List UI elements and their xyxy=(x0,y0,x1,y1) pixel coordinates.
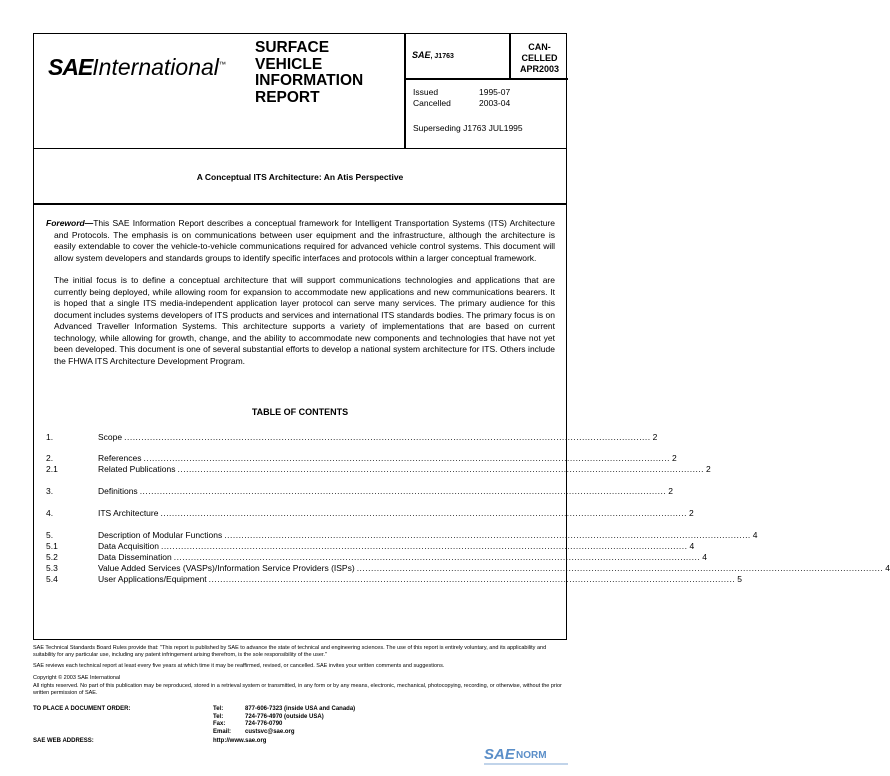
tel-label: Tel: xyxy=(213,713,224,720)
email-link[interactable]: custsvc@sae.org xyxy=(245,728,295,735)
status-badge xyxy=(511,42,568,75)
web-link[interactable]: http://www.sae.org xyxy=(213,738,267,744)
order-label: TO PLACE A DOCUMENT ORDER: xyxy=(33,706,131,712)
toc-page: 2 xyxy=(689,508,694,518)
doc-brand: SAE xyxy=(412,50,431,60)
toc-number: 1. xyxy=(46,432,54,442)
toc-entry[interactable] xyxy=(46,541,695,552)
toc-number: 5.4 xyxy=(46,574,58,584)
policy-statement: SAE Technical Standards Board Rules provide that: "This report is published by SAE to advance the state of technical and engineering sciences. The use of this report is entirely voluntary, and its applicability and suitability for any particular use, including any patent infringement arising therefrom, is the sole responsibility of the user." xyxy=(33,645,547,658)
toc-text: Description of Modular Functions xyxy=(98,530,223,540)
toc-entry[interactable] xyxy=(46,464,711,475)
document-frame xyxy=(33,33,890,640)
toc-page: 4 xyxy=(752,530,758,540)
report-type-line: SURFACE xyxy=(255,39,330,56)
document-number: SAE, J1763 xyxy=(412,50,454,60)
sae-norm-logo xyxy=(484,740,568,770)
report-type xyxy=(255,40,363,106)
norm-logo-text: NORM xyxy=(516,750,547,761)
toc-page: 2 xyxy=(672,453,677,463)
email-label: Email: xyxy=(213,728,232,735)
toc-number: 5. xyxy=(46,530,54,540)
sae-international-logo xyxy=(48,54,226,81)
copyright-notice: Copyright © 2003 SAE International xyxy=(33,675,121,681)
toc-text: ITS Architecture xyxy=(98,508,159,518)
issued-value: 1995-07 xyxy=(479,87,511,97)
foreword-paragraph xyxy=(46,218,555,264)
toc-page: 4 xyxy=(885,563,890,573)
toc-leader: ........................................................................................................................................................................................ xyxy=(160,541,688,551)
doc-number: J1763 xyxy=(434,53,454,60)
foreword-text: This SAE Information Report describes a conceptual framework for Intelligent Transportation Systems (ITS) Architecture and Protocols. The emphasis is on communications between user equipment and the infrastructure, although the architecture is easily extendable to cover the vehicle-to-vehicle communications required for advanced vehicle control systems. This document will allow system developers and standards groups to identify specific interfaces and protocols within a larger conceptual framework. xyxy=(54,218,555,263)
document-header xyxy=(34,34,566,149)
contact-info xyxy=(213,706,355,736)
status-line: APR2003 xyxy=(519,64,560,74)
report-type-line: REPORT xyxy=(255,88,320,106)
foreword-lead: Foreword— xyxy=(46,218,94,228)
logo-international: International xyxy=(92,54,219,80)
title-divider xyxy=(34,203,566,205)
toc-entry[interactable] xyxy=(46,530,758,541)
norm-logo-mark: SAE xyxy=(484,746,515,763)
toc-leader: ........................................................................................................................................................................................ xyxy=(177,464,705,474)
logo-trademark: ™ xyxy=(218,61,226,69)
toc-leader: ........................................................................................................................................................................................ xyxy=(356,563,884,573)
toc-entry[interactable] xyxy=(46,453,677,464)
cancelled-label: Cancelled xyxy=(413,98,451,108)
toc-page: 4 xyxy=(702,552,707,562)
header-divider xyxy=(404,78,568,80)
report-type-line: VEHICLE xyxy=(255,55,323,73)
toc-entry[interactable] xyxy=(46,508,694,519)
toc-heading: TABLE OF CONTENTS xyxy=(251,407,349,417)
foreword-section xyxy=(46,218,555,378)
toc-leader: ........................................................................................................................................................................................ xyxy=(173,552,701,562)
toc-text: Scope xyxy=(98,432,123,442)
cancelled-value: 2003-04 xyxy=(479,98,511,108)
toc-text: Value Added Services (VASPs)/Information Service Providers (ISPs) xyxy=(98,563,355,573)
status-line: CELLED xyxy=(521,53,558,63)
foreword-paragraph: The initial focus is to define a conceptual architecture that will support communications technologies and applications that are currently being deployed, while allowing room for expansion to accommodate new applications and new communications bearers. It is hoped that a single ITS media-independent application layer protocol can serve many services. The primary audience for this document includes systems developers of ITS products and services and international ITS standards bodies. The primary focus is on Advanced Traveller Information Systems. This architecture supports a variety of implementations that are based on current technology, while allowing for growth, change, and the ability to accommodate new components and technologies that have not yet been developed. This document is one of several substantial efforts to develop a national system architecture for ITS. Others include the FHWA ITS Architecture Development Program. xyxy=(54,275,555,366)
toc-number: 5.1 xyxy=(46,541,58,551)
toc-text: Definitions xyxy=(98,486,138,496)
toc-number: 4. xyxy=(46,508,54,518)
report-type-line: INFORMATION xyxy=(255,72,364,89)
toc-text: Data Dissemination xyxy=(98,552,172,562)
toc-entry[interactable] xyxy=(46,432,658,443)
web-label: SAE WEB ADDRESS: xyxy=(33,738,94,744)
toc-leader: ........................................................................................................................................................................................ xyxy=(160,508,687,518)
toc-leader: ........................................................................................................................................................................................ xyxy=(143,453,670,463)
superseding-note: Superseding J1763 JUL1995 xyxy=(413,123,523,133)
toc-text: Related Publications xyxy=(98,464,176,474)
toc-page: 2 xyxy=(668,486,673,496)
toc-page: 5 xyxy=(737,574,742,584)
toc-number: 5.3 xyxy=(46,563,58,573)
toc-page: 2 xyxy=(706,464,711,474)
toc-leader: ........................................................................................................................................................................................ xyxy=(208,574,736,584)
logo-sae: SAE xyxy=(48,54,93,80)
toc-text: User Applications/Equipment xyxy=(98,574,207,584)
toc-leader: ........................................................................................................................................................................................ xyxy=(224,530,751,540)
toc-leader: ........................................................................................................................................................................................ xyxy=(139,486,667,496)
tel-label: Tel: xyxy=(213,706,224,712)
toc-number: 3. xyxy=(46,486,54,496)
toc-text: Data Acquisition xyxy=(98,541,159,551)
toc-number: 2.1 xyxy=(46,464,58,474)
review-statement: SAE reviews each technical report at least every five years at which time it may be reaffirmed, revised, or cancelled. SAE invites your written comments and suggestions. xyxy=(33,663,445,669)
tel-primary[interactable]: 877-606-7323 (inside USA and Canada) xyxy=(245,706,356,712)
toc-number: 5.2 xyxy=(46,552,58,562)
toc-page: 2 xyxy=(652,432,658,442)
issued-label: Issued xyxy=(413,87,439,97)
toc-leader: ........................................................................................................................................................................................ xyxy=(124,432,651,442)
header-divider xyxy=(404,34,406,148)
rights-notice: All rights reserved. No part of this publication may be reproduced, stored in a retrieval system or transmitted, in any form or by any means, electronic, mechanical, photocopying, recording, or otherwise, without the prior written permission of SAE. xyxy=(33,683,562,696)
toc-entry[interactable] xyxy=(46,552,707,563)
toc-entry[interactable] xyxy=(46,574,742,585)
document-title: A Conceptual ITS Architecture: An Atis Perspective xyxy=(196,172,404,182)
status-line: CAN- xyxy=(528,42,551,52)
fax-label: Fax: xyxy=(213,721,226,727)
tel-secondary[interactable]: 724-776-4970 (outside USA) xyxy=(245,713,324,720)
fax-number: 724-776-0790 xyxy=(245,721,283,727)
toc-page: 4 xyxy=(689,541,695,551)
toc-entry[interactable] xyxy=(46,486,673,497)
toc-number: 2. xyxy=(46,453,54,463)
issue-dates xyxy=(413,87,510,109)
toc-entry[interactable] xyxy=(46,563,890,574)
toc-text: References xyxy=(98,453,142,463)
